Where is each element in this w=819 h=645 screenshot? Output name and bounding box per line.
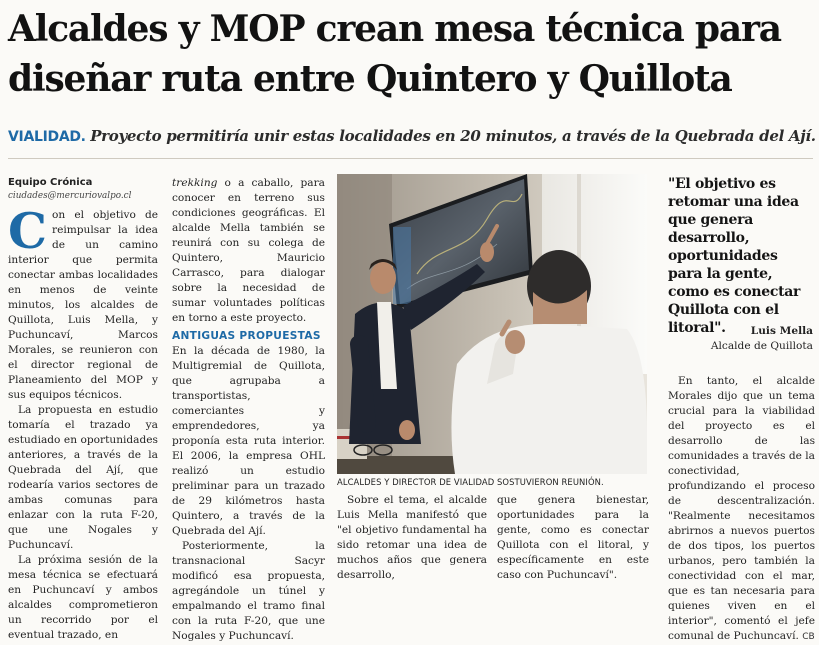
article-photo bbox=[337, 174, 647, 474]
end-mark-icon: CB bbox=[802, 632, 815, 642]
pull-quote-author: Luis Mella bbox=[750, 325, 813, 337]
paragraph-intro-text: on el objetivo de reimpulsar la idea de un camino interior que permita conectar ambas localidades en menos de veinte minutos, los alcaldes de Quillota, Luis Mella, y Puchuncaví, Marcos Morales, se reunieron con el director regional de Planeamiento del MOP y sus equipos técnicos. bbox=[8, 209, 158, 401]
paragraph-route: La propuesta en estudio tomaría el trazado ya estudiado en oportunidades anteriores, a través de la Quebrada del Ají, que rodearía varios sectores de ambas comunas para enlazar con la ruta F-20, que une Nogales y Puchuncaví. bbox=[8, 404, 158, 551]
pull-quote-role: Alcalde de Quillota bbox=[710, 340, 813, 352]
paragraph-next-session: La próxima sesión de la mesa técnica se efectuará en Puchuncaví y ambos alcaldes comprometieron un recorrido por el eventual trazado, en bbox=[8, 554, 158, 641]
column-2 bbox=[172, 176, 325, 644]
paragraph-mella-quote-cont: que genera bienestar, oportunidades para la gente, como es conectar Quillota con el litoral, y específicamente en este caso con Puchuncaví". bbox=[497, 494, 649, 581]
pull-quote: "El objetivo es retomar una idea que genera desarrollo, oportunidades para la gente, como es conectar Quillota con el litoral". bbox=[668, 176, 801, 336]
paragraph-morales bbox=[668, 374, 815, 645]
column-4 bbox=[497, 493, 649, 583]
paragraph-sacyr: Posteriormente, la transnacional Sacyr modificó esa propuesta, agregándole un túnel y empalmando el tramo final con la ruta F-20, que une Nogales y Puchuncaví. bbox=[172, 540, 325, 642]
paragraph-morales-text: En tanto, el alcalde Morales dijo que un tema crucial para la viabilidad del proyecto es el desarrollo de las comunidades a través de la conectividad, profundizando el proceso de descentralización. "Realmente necesitamos abrirnos a nuevos puertos de dos tipos, los puertos urbanos, pero también la conectividad con el mar, que es tan necesaria para quienes viven en el interior", comentó el jefe comunal de Puchuncaví. bbox=[668, 375, 815, 642]
headline bbox=[8, 4, 813, 104]
photo-caption: ALCALDES Y DIRECTOR DE VIALIDAD SOSTUVIERON REUNIÓN. bbox=[337, 477, 604, 487]
subhead-kicker: VIALIDAD. bbox=[8, 129, 86, 145]
subhead-deck: Proyecto permitiría unir estas localidades en 20 minutos, a través de la Quebrada del Ají. bbox=[90, 127, 816, 145]
paragraph-mella-quote: Sobre el tema, el alcalde Luis Mella manifestó que "el objetivo fundamental ha sido retomar una idea de muchos años que genera desarrollo, bbox=[337, 494, 487, 581]
trekking-word: trekking bbox=[172, 177, 218, 189]
divider-rule bbox=[8, 158, 813, 159]
drop-cap: C bbox=[8, 202, 47, 260]
section-heading: ANTIGUAS PROPUESTAS bbox=[172, 330, 321, 342]
byline-email: ciudades@mercuriovalpo.cl bbox=[8, 191, 132, 201]
pull-quote-attribution bbox=[711, 324, 813, 354]
column-5 bbox=[668, 374, 815, 645]
headline-line-1: Alcaldes y MOP crean mesa técnica para bbox=[8, 8, 781, 50]
paragraph-history: En la década de 1980, la Multigremial de Quillota, que agrupaba a transportistas, comerciantes y emprendedores, ya proponía esta ruta interior. El 2006, la empresa OHL realizó un estudio preliminar para un trazado de 29 kilómetros hasta Quintero, a través de la Quebrada del Ají. bbox=[172, 345, 325, 537]
column-1 bbox=[8, 176, 158, 643]
column-3 bbox=[337, 493, 487, 583]
headline-line-2: diseñar ruta entre Quintero y Quillota bbox=[8, 58, 732, 100]
subhead bbox=[8, 126, 816, 147]
paragraph-trekking bbox=[172, 176, 325, 326]
byline-author: Equipo Crónica bbox=[8, 177, 93, 188]
paragraph-intro bbox=[8, 202, 158, 403]
paragraph-trekking-text: o a caballo, para conocer en terreno sus condiciones geográficas. El alcalde Mella también se reunirá con su colega de Quintero, Mauricio Carrasco, para dialogar sobre la necesidad de sumar voluntades políticas en torno a este proyecto. bbox=[172, 177, 325, 324]
